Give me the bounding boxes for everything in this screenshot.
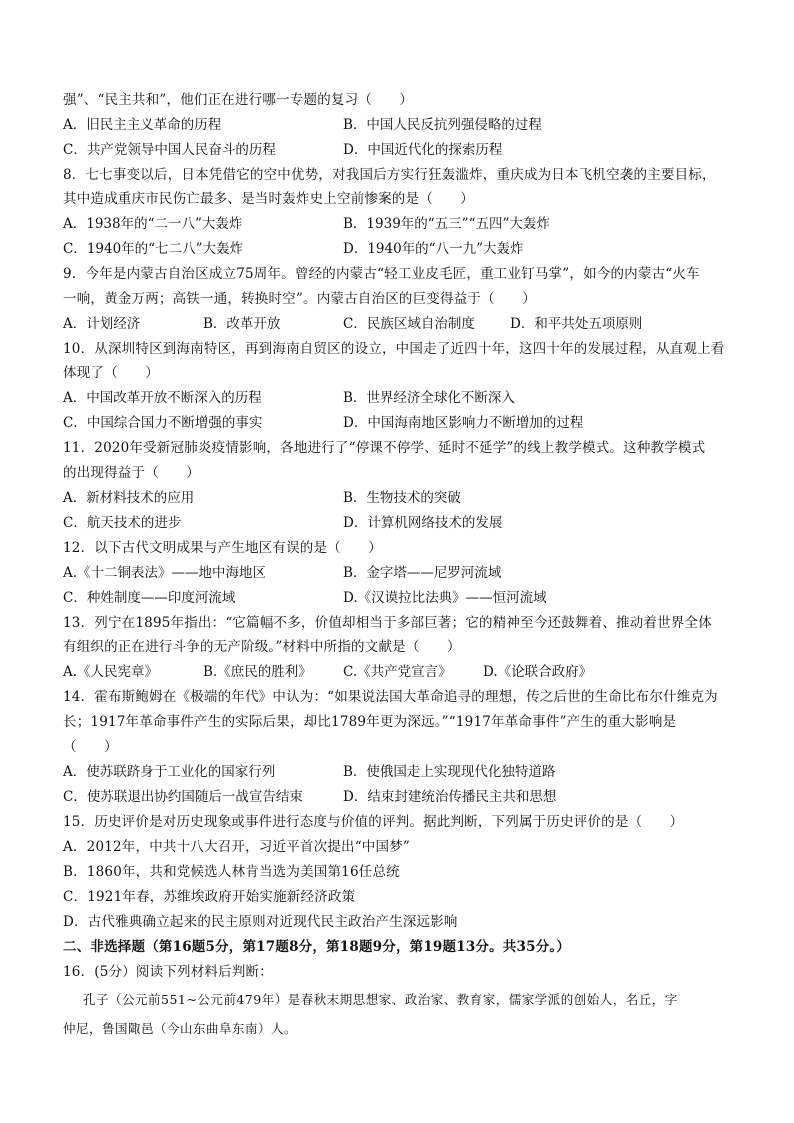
q12-option-a: A.《十二铜表法》——地中海地区 — [63, 565, 267, 581]
q10-option-c: C．中国综合国力不断增强的事实 — [63, 415, 263, 431]
q12-option-d: D.《汉谟拉比法典》——恒河流域 — [343, 590, 547, 606]
question-15-stem: 15．历史评价是对历史现象或事件进行态度与价值的评判。据此判断，下列属于历史评价的是（ ） — [63, 814, 684, 830]
question-13-stem-cont: 有组织的正在进行斗争的无产阶级。”材料中所指的文献是（ ） — [63, 639, 461, 655]
q9-option-d: D．和平共处五项原则 — [510, 316, 643, 332]
q15-option-d: D．古代雅典确立起来的民主原则对近现代民主政治产生深远影响 — [63, 914, 458, 930]
question-10-stem: 10．从深圳特区到海南特区，再到海南自贸区的设立，中国走了近四十年，这四十年的发展过程，从直观上看 — [63, 341, 725, 357]
q9-option-c: C．民族区域自治制度 — [343, 316, 475, 332]
section-2-heading: 二、非选择题（第16题5分，第17题8分，第18题9分，第19题13分。共35分。） — [63, 939, 571, 955]
question-13-stem: 13．列宁在1895年指出：“它篇幅不多，价值却相当于多部巨著；它的精神至今还鼓舞着、推动着世界全体 — [63, 615, 712, 631]
question-9-stem: 9．今年是内蒙古自治区成立75周年。曾经的内蒙古“轻工业皮毛匠，重工业钉马掌”，如今的内蒙古“火车 — [63, 266, 700, 282]
q8-option-b: B．1939年的“五三”“五四”大轰炸 — [343, 216, 550, 232]
q7-option-a: A．旧民主主义革命的历程 — [63, 117, 222, 133]
q10-option-d: D．中国海南地区影响力不断增加的过程 — [343, 415, 584, 431]
q14-option-b: B．使俄国走上实现现代化独特道路 — [343, 764, 556, 780]
q7-option-c: C．共产党领导中国人民奋斗的历程 — [63, 142, 276, 158]
q10-option-b: B．世界经济全球化不断深入 — [343, 390, 515, 406]
question-12-stem: 12．以下古代文明成果与产生地区有误的是（ ） — [63, 540, 382, 556]
q14-option-c: C．使苏联退出协约国随后一战宣告结束 — [63, 789, 303, 805]
question-8-stem-cont: 其中造成重庆市民伤亡最多、是当时轰炸史上空前惨案的是（ ） — [63, 191, 474, 207]
question-14-answer-paren: （ ） — [63, 739, 118, 755]
q11-option-b: B．生物技术的突破 — [343, 490, 461, 506]
question-14-stem-cont: 长；1917年革命事件产生的实际后果，却比1789年更为深远。”“1917年革命事件”产生的重大影响是 — [63, 714, 677, 730]
question-8-stem: 8．七七事变以后，日本凭借它的空中优势，对我国后方实行狂轰滥炸，重庆成为日本飞机空袭的主要目标， — [63, 167, 716, 183]
q13-option-b: B.《庶民的胜利》 — [203, 664, 312, 680]
q7-option-d: D．中国近代化的探索历程 — [343, 142, 503, 158]
q15-option-c: C．1921年春，苏维埃政府开始实施新经济政策 — [63, 889, 356, 905]
q14-option-d: D．结束封建统治传播民主共和思想 — [343, 789, 557, 805]
q13-option-d: D.《论联合政府》 — [483, 664, 593, 680]
q9-option-a: A．计划经济 — [63, 316, 141, 332]
question-7-stem-tail: 强”、“民主共和”，他们正在进行哪一专题的复习（ ） — [63, 92, 414, 108]
q15-option-b: B．1860年，共和党候选人林肯当选为美国第16任总统 — [63, 864, 400, 880]
q13-option-c: C.《共产党宣言》 — [343, 664, 452, 680]
q8-option-a: A．1938年的“二一八”大轰炸 — [63, 216, 243, 232]
q12-option-b: B．金字塔——尼罗河流域 — [343, 565, 502, 581]
q13-option-a: A.《人民宪章》 — [63, 664, 159, 680]
question-9-stem-cont: 一响，黄金万两；高铁一通，转换时空”。内蒙古自治区的巨变得益于（ ） — [63, 291, 536, 307]
q8-option-d: D．1940年的“八一九”大轰炸 — [343, 241, 524, 257]
q12-option-c: C．种姓制度——印度河流域 — [63, 590, 236, 606]
question-11-stem: 11．2020年受新冠肺炎疫情影响，各地进行了“停课不停学、延时不延学”的线上教学模式。这种教学模式 — [63, 440, 706, 456]
q9-option-b: B．改革开放 — [203, 316, 281, 332]
q8-option-c: C．1940年的“七二八”大轰炸 — [63, 241, 243, 257]
question-11-stem-cont: 的出现得益于（ ） — [63, 465, 200, 481]
q15-option-a: A．2012年，中共十八大召开，习近平首次提出“中国梦” — [63, 839, 411, 855]
material-quote-line-2: 仲尼，鲁国陬邑（今山东曲阜东南）人。 — [63, 1021, 298, 1036]
material-quote-line-1: 孔子（公元前551~公元前479年）是春秋末期思想家、政治家、教育家，儒家学派的创始人，名丘，字 — [83, 992, 678, 1007]
q10-option-a: A．中国改革开放不断深入的历程 — [63, 390, 262, 406]
q11-option-d: D．计算机网络技术的发展 — [343, 515, 503, 531]
q14-option-a: A．使苏联跻身于工业化的国家行列 — [63, 764, 276, 780]
question-10-stem-cont: 体现了（ ） — [63, 365, 159, 381]
question-14-stem: 14．霍布斯鲍姆在《极端的年代》中认为：“如果说法国大革命追寻的理想，传之后世的生命比布尔什维克为 — [63, 689, 718, 705]
q11-option-c: C．航天技术的进步 — [63, 515, 182, 531]
question-16-stem: 16．(5分）阅读下列材料后判断： — [63, 964, 273, 980]
q7-option-b: B．中国人民反抗列强侵略的过程 — [343, 117, 542, 133]
q11-option-a: A．新材料技术的应用 — [63, 490, 195, 506]
